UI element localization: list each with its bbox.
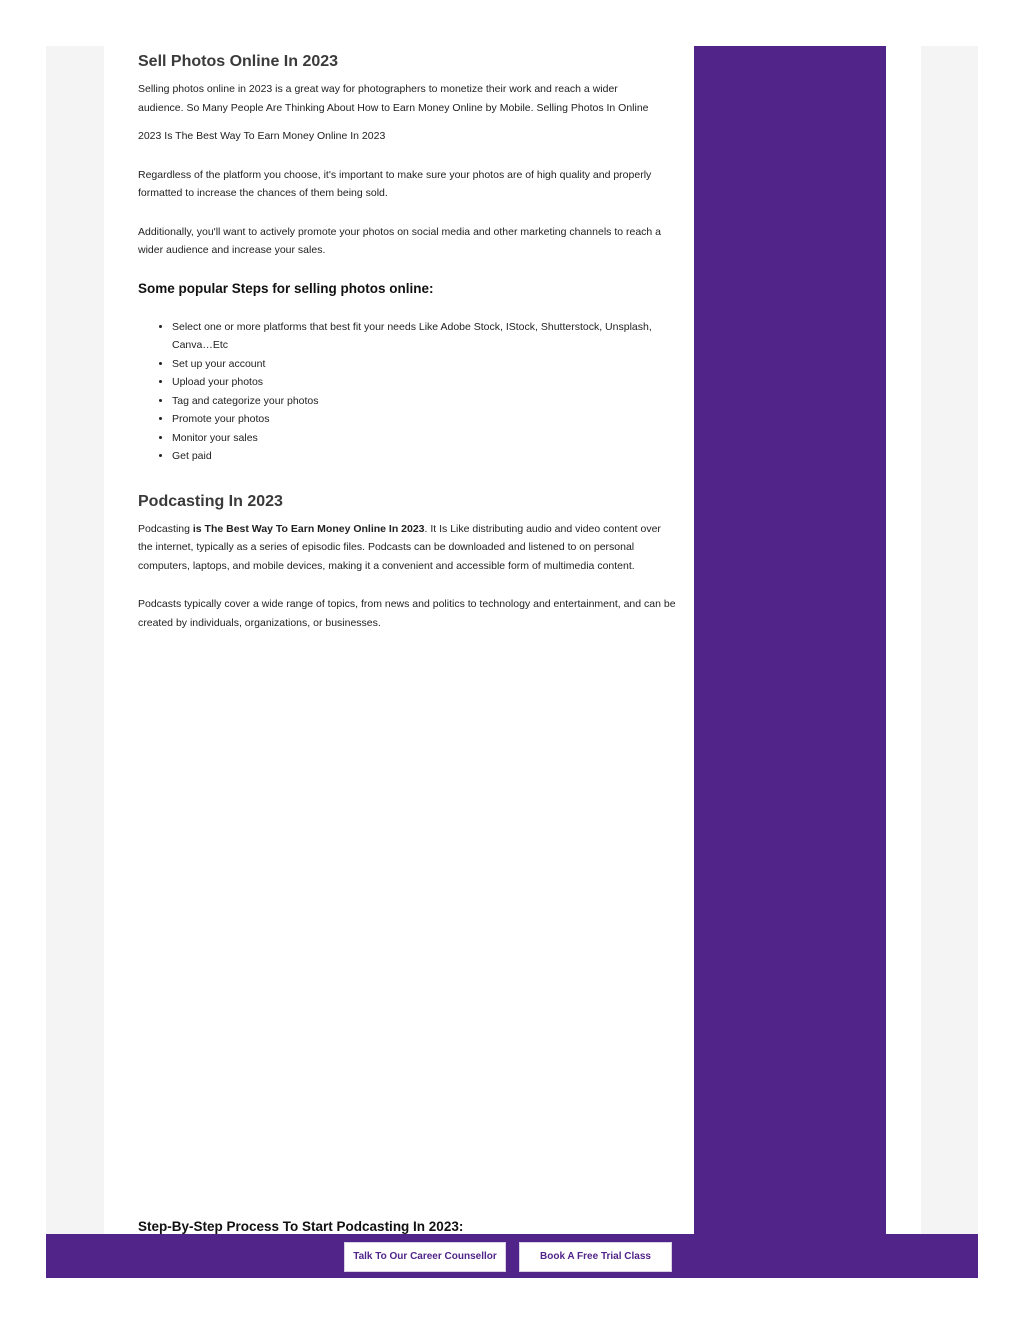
sidebar-panel: [694, 46, 886, 1278]
section-heading-sell-photos: Sell Photos Online In 2023: [138, 53, 339, 70]
section-heading-podcasting: Podcasting In 2023: [138, 492, 283, 510]
podcasting-topics-paragraph: Podcasts typically cover a wide range of topics, from news and politics to technology and entertainment, and can be created by individuals, organizations, or businesses.: [138, 598, 676, 629]
right-gutter: [921, 46, 978, 1234]
podcasting-intro-start: Podcasting: [138, 522, 193, 535]
list-item: • Promote your photos: [172, 410, 678, 429]
list-item: • Monitor your sales: [172, 429, 678, 448]
sell-photos-intro-line-1: Selling photos online in 2023 is a great way for photographers to monetize their work and reach a wider: [138, 83, 618, 95]
talk-to-counsellor-button[interactable]: Talk To Our Career Counsellor: [344, 1242, 506, 1272]
section-heading-step-by-step: Step-By-Step Process To Start Podcasting In 2023:: [138, 1219, 464, 1234]
list-item: • Select one or more platforms that best fit your needs Like Adobe Stock, IStock, Shutterstock, Unsplash, Canva…Etc: [172, 318, 678, 355]
sell-photos-intro-line-2: audience. So Many People Are Thinking About How to Earn Money Online by Mobile. Selling Photos In Online: [138, 101, 649, 114]
list-item: • Tag and categorize your photos: [172, 392, 678, 411]
list-item: • Set up your account: [172, 355, 678, 374]
podcasting-intro-rest: . It Is Like distributing audio and video content over the internet, typically as a series of episodic files. Podcasts can be downloaded and listened to on personal computers, laptops, and mobile devices, making it a convenient and accessible form of multimedia content.: [138, 522, 661, 572]
sell-photos-quality-paragraph: Regardless of the platform you choose, it's important to make sure your photos are of high quality and properly formatted to increase the chances of them being sold.: [138, 168, 652, 199]
sticky-cta-bar: [46, 1234, 978, 1278]
sell-photos-intro-line-3: 2023 Is The Best Way To Earn Money Online In 2023: [138, 130, 386, 142]
steps-list: [138, 318, 678, 466]
podcasting-intro-bold: is The Best Way To Earn Money Online In 2023: [192, 522, 425, 535]
list-item: • Upload your photos: [172, 373, 678, 392]
steps-heading: Some popular Steps for selling photos online:: [138, 280, 434, 296]
article-content: [138, 46, 678, 1234]
left-gutter: [46, 46, 104, 1234]
podcasting-intro-paragraph: [138, 520, 678, 576]
sell-photos-promote-paragraph: Additionally, you'll want to actively promote your photos on social media and other marketing channels to reach a wider audience and increase your sales.: [138, 225, 662, 256]
book-free-trial-button[interactable]: Book A Free Trial Class: [519, 1242, 672, 1272]
list-item: • Get paid: [172, 447, 678, 466]
